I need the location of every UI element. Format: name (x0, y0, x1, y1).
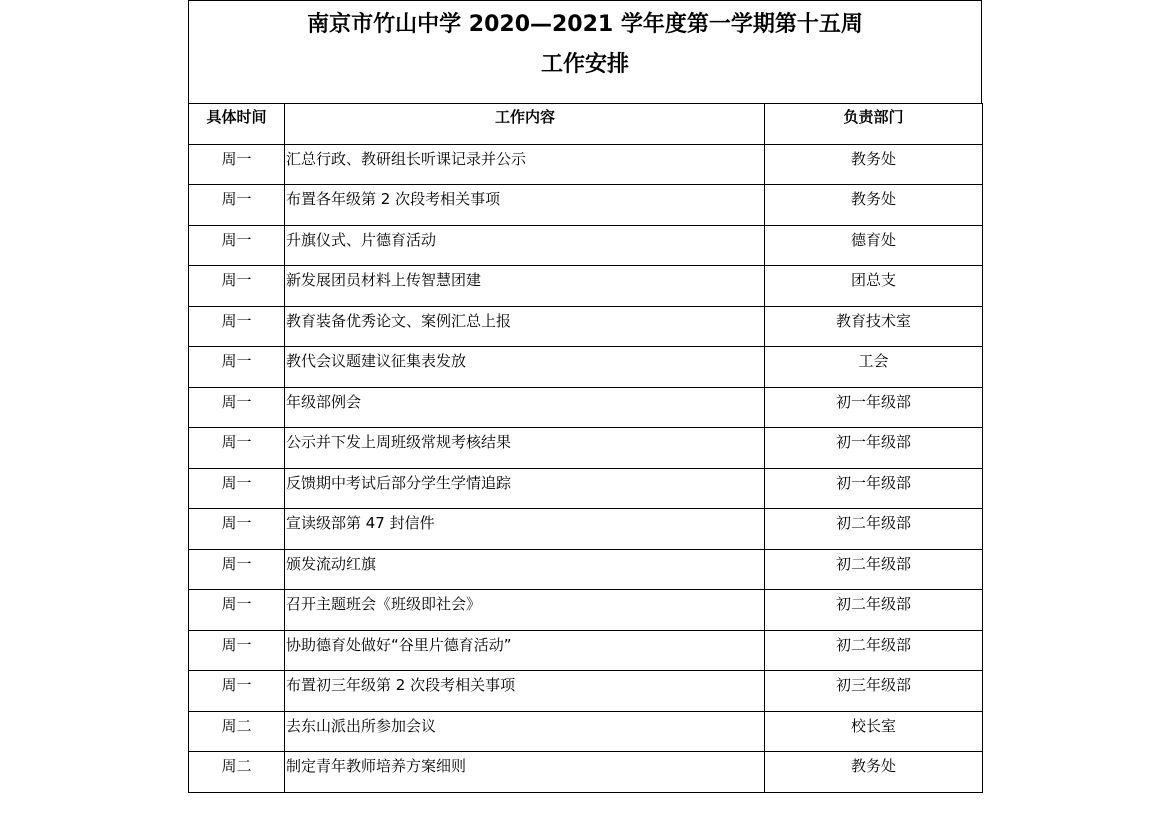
document-title-box (188, 0, 982, 103)
cell-content: 协助德育处做好“谷里片德育活动” (285, 630, 765, 671)
cell-content: 汇总行政、教研组长听课记录并公示 (285, 144, 765, 185)
cell-content: 去东山派出所参加会议 (285, 711, 765, 752)
cell-content: 布置各年级第 2 次段考相关事项 (285, 185, 765, 226)
table-row (189, 549, 983, 590)
cell-content: 升旗仪式、片德育活动 (285, 225, 765, 266)
cell-content: 制定青年教师培养方案细则 (285, 752, 765, 793)
cell-time: 周一 (189, 671, 285, 712)
cell-dept: 初二年级部 (765, 630, 983, 671)
table-row (189, 347, 983, 388)
cell-time: 周一 (189, 144, 285, 185)
cell-dept: 初二年级部 (765, 549, 983, 590)
cell-time: 周一 (189, 225, 285, 266)
table-row (189, 144, 983, 185)
table-row (189, 428, 983, 469)
table-body (189, 144, 983, 792)
cell-time: 周一 (189, 306, 285, 347)
cell-dept: 德育处 (765, 225, 983, 266)
cell-dept: 初一年级部 (765, 387, 983, 428)
table-row (189, 387, 983, 428)
cell-time: 周一 (189, 509, 285, 550)
cell-dept: 初三年级部 (765, 671, 983, 712)
cell-content: 颁发流动红旗 (285, 549, 765, 590)
cell-time: 周二 (189, 752, 285, 793)
cell-content: 反馈期中考试后部分学生学情追踪 (285, 468, 765, 509)
cell-content: 教育装备优秀论文、案例汇总上报 (285, 306, 765, 347)
cell-time: 周二 (189, 711, 285, 752)
table-row (189, 306, 983, 347)
cell-time: 周一 (189, 185, 285, 226)
cell-dept: 初二年级部 (765, 590, 983, 631)
cell-content: 年级部例会 (285, 387, 765, 428)
schedule-document (188, 0, 982, 793)
cell-dept: 校长室 (765, 711, 983, 752)
cell-content: 召开主题班会《班级即社会》 (285, 590, 765, 631)
cell-dept: 初一年级部 (765, 468, 983, 509)
document-title: 南京市竹山中学 2020—2021 学年度第一学期第十五周 (307, 12, 863, 37)
table-row (189, 671, 983, 712)
table-row (189, 630, 983, 671)
header-dept: 负责部门 (765, 104, 983, 145)
cell-dept: 教务处 (765, 144, 983, 185)
document-subtitle: 工作安排 (540, 52, 629, 77)
table-row (189, 509, 983, 550)
header-content: 工作内容 (285, 104, 765, 145)
cell-dept: 教务处 (765, 185, 983, 226)
table-row (189, 752, 983, 793)
cell-time: 周一 (189, 266, 285, 307)
cell-dept: 团总支 (765, 266, 983, 307)
cell-time: 周一 (189, 428, 285, 469)
table-row (189, 266, 983, 307)
cell-content: 布置初三年级第 2 次段考相关事项 (285, 671, 765, 712)
cell-time: 周一 (189, 590, 285, 631)
cell-dept: 初二年级部 (765, 509, 983, 550)
cell-dept: 教务处 (765, 752, 983, 793)
table-row (189, 185, 983, 226)
schedule-table (188, 103, 983, 793)
cell-time: 周一 (189, 347, 285, 388)
cell-dept: 初一年级部 (765, 428, 983, 469)
table-row (189, 590, 983, 631)
cell-time: 周一 (189, 630, 285, 671)
cell-time: 周一 (189, 468, 285, 509)
cell-time: 周一 (189, 387, 285, 428)
table-row (189, 711, 983, 752)
cell-dept: 教育技术室 (765, 306, 983, 347)
cell-content: 教代会议题建议征集表发放 (285, 347, 765, 388)
cell-time: 周一 (189, 549, 285, 590)
cell-dept: 工会 (765, 347, 983, 388)
table-header-row (189, 104, 983, 145)
header-time: 具体时间 (189, 104, 285, 145)
cell-content: 新发展团员材料上传智慧团建 (285, 266, 765, 307)
cell-content: 公示并下发上周班级常规考核结果 (285, 428, 765, 469)
cell-content: 宣读级部第 47 封信件 (285, 509, 765, 550)
table-row (189, 225, 983, 266)
table-row (189, 468, 983, 509)
